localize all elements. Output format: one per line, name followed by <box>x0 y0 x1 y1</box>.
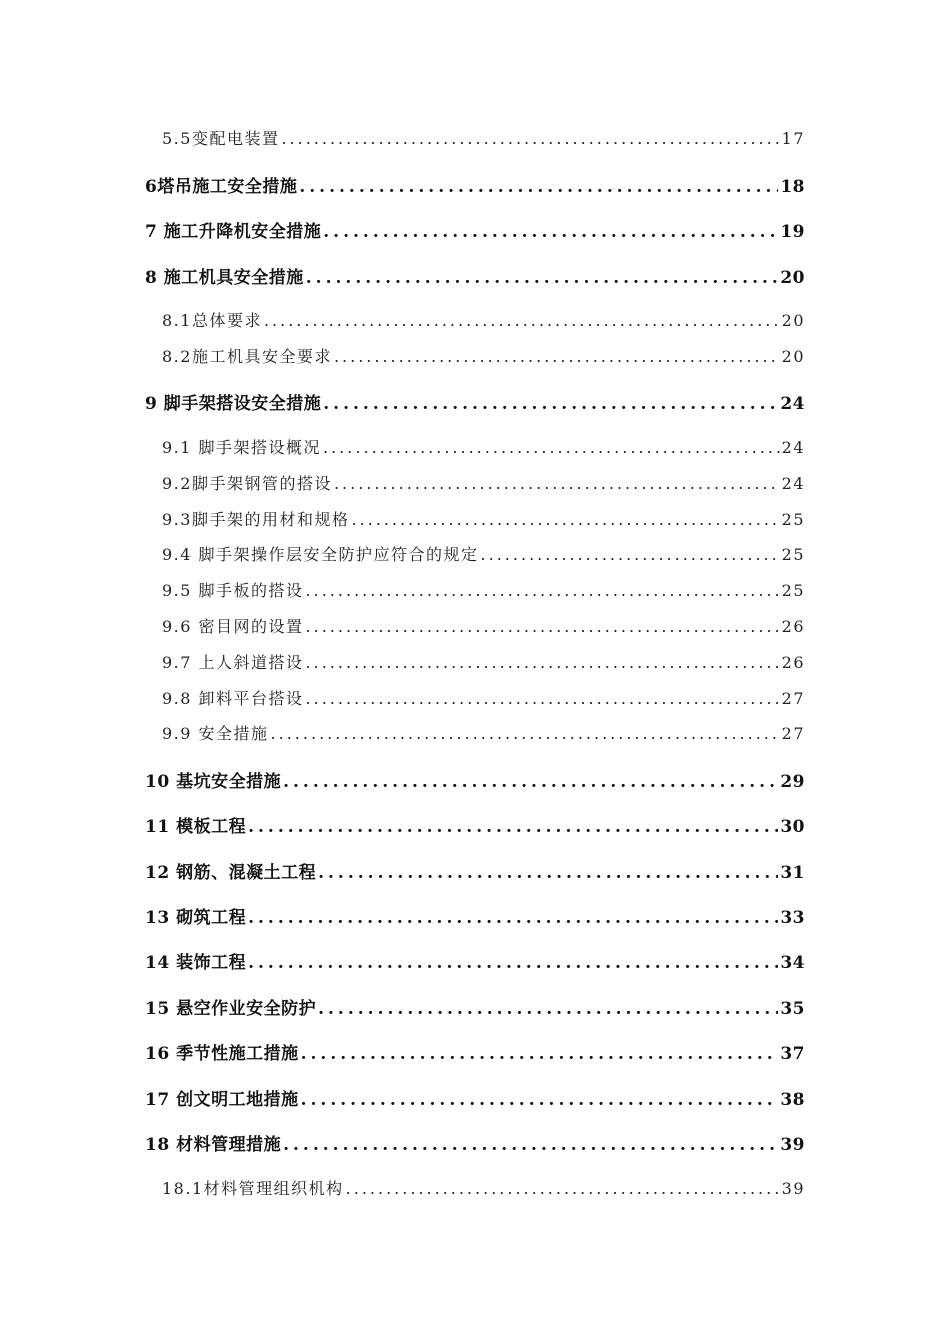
toc-entry-page-number: 25 <box>781 581 805 600</box>
toc-entry-title: 18.1材料管理组织机构 <box>162 1179 344 1198</box>
toc-entry-18[interactable] <box>145 1130 805 1155</box>
toc-entry-9-9[interactable] <box>162 721 805 744</box>
toc-entry-page-number: 19 <box>780 222 805 242</box>
toc-entry-title: 16 季节性施工措施 <box>145 1044 299 1064</box>
toc-entry-page-number: 38 <box>780 1090 805 1110</box>
toc-entry-page-number: 20 <box>781 311 805 330</box>
dot-leader <box>306 653 780 672</box>
toc-entry-title: 8 施工机具安全措施 <box>145 268 304 288</box>
toc-entry-page-number: 20 <box>781 347 805 366</box>
dot-leader <box>283 772 778 792</box>
toc-entry-17[interactable] <box>145 1085 805 1110</box>
toc-entry-title: 9.9 安全措施 <box>162 724 269 743</box>
dot-leader <box>306 689 780 708</box>
dot-leader <box>481 545 780 564</box>
toc-entry-9-3[interactable] <box>162 507 805 530</box>
toc-entry-title: 14 装饰工程 <box>145 953 247 973</box>
toc-entry-5-5[interactable] <box>162 126 805 149</box>
dot-leader <box>271 724 780 743</box>
toc-entry-title: 9.8 卸料平台搭设 <box>162 689 304 708</box>
toc-entry-title: 9.4 脚手架操作层安全防护应符合的规定 <box>162 545 479 564</box>
dot-leader <box>248 953 778 973</box>
toc-entry-page-number: 31 <box>780 863 805 883</box>
toc-entry-12[interactable] <box>145 858 805 883</box>
toc-entry-page-number: 24 <box>781 474 805 493</box>
toc-entry-title: 9.5 脚手板的搭设 <box>162 581 304 600</box>
toc-entry-9-2[interactable] <box>162 471 805 494</box>
toc-entry-9-5[interactable] <box>162 578 805 601</box>
toc-entry-7[interactable] <box>145 217 805 242</box>
toc-entry-page-number: 20 <box>780 268 805 288</box>
toc-entry-page-number: 29 <box>780 772 805 792</box>
toc-entry-6[interactable] <box>145 172 805 197</box>
toc-entry-16[interactable] <box>145 1039 805 1064</box>
toc-entry-page-number: 39 <box>781 1179 805 1198</box>
dot-leader <box>318 863 778 883</box>
toc-entry-9-7[interactable] <box>162 650 805 673</box>
toc-entry-9-6[interactable] <box>162 614 805 637</box>
dot-leader <box>306 268 779 288</box>
dot-leader <box>318 999 778 1019</box>
toc-entry-9[interactable] <box>145 389 805 414</box>
dot-leader <box>346 1179 780 1198</box>
toc-entry-page-number: 26 <box>781 617 805 636</box>
dot-leader <box>306 581 780 600</box>
toc-entry-page-number: 25 <box>781 545 805 564</box>
toc-entry-page-number: 27 <box>781 689 805 708</box>
toc-entry-18-1[interactable] <box>162 1176 805 1199</box>
toc-entry-title: 6塔吊施工安全措施 <box>145 177 298 197</box>
toc-entry-page-number: 39 <box>780 1135 805 1155</box>
dot-leader <box>301 1090 779 1110</box>
toc-entry-title: 7 施工升降机安全措施 <box>145 222 322 242</box>
dot-leader <box>334 474 780 493</box>
toc-entry-title: 9.2脚手架钢管的搭设 <box>162 474 332 493</box>
toc-entry-11[interactable] <box>145 812 805 837</box>
toc-entry-title: 8.2施工机具安全要求 <box>162 347 332 366</box>
toc-entry-10[interactable] <box>145 767 805 792</box>
toc-entry-title: 9.3脚手架的用材和规格 <box>162 510 350 529</box>
dot-leader <box>351 510 779 529</box>
dot-leader <box>323 438 780 457</box>
toc-entry-8-2[interactable] <box>162 344 805 367</box>
toc-entry-title: 9.7 上人斜道搭设 <box>162 653 304 672</box>
dot-leader <box>299 177 778 197</box>
dot-leader <box>323 394 778 414</box>
toc-entry-9-4[interactable] <box>162 542 805 565</box>
dot-leader <box>281 129 779 148</box>
toc-entry-14[interactable] <box>145 948 805 973</box>
dot-leader <box>248 908 778 928</box>
dot-leader <box>283 1135 778 1155</box>
toc-entry-page-number: 27 <box>781 724 805 743</box>
toc-entry-title: 9.6 密目网的设置 <box>162 617 304 636</box>
toc-entry-title: 17 创文明工地措施 <box>145 1090 299 1110</box>
toc-entry-8[interactable] <box>145 263 805 288</box>
toc-entry-15[interactable] <box>145 994 805 1019</box>
toc-entry-8-1[interactable] <box>162 308 805 331</box>
toc-entry-title: 15 悬空作业安全防护 <box>145 999 317 1019</box>
toc-entry-page-number: 37 <box>780 1044 805 1064</box>
toc-entry-9-8[interactable] <box>162 686 805 709</box>
dot-leader <box>323 222 778 242</box>
toc-entry-page-number: 25 <box>781 510 805 529</box>
toc-entry-title: 10 基坑安全措施 <box>145 772 282 792</box>
toc-entry-title: 11 模板工程 <box>145 817 247 837</box>
toc-entry-9-1[interactable] <box>162 435 805 458</box>
toc-entry-title: 13 砌筑工程 <box>145 908 247 928</box>
toc-entry-page-number: 17 <box>781 129 805 148</box>
toc-entry-page-number: 24 <box>780 394 805 414</box>
dot-leader <box>301 1044 779 1064</box>
toc-entry-13[interactable] <box>145 903 805 928</box>
toc-entry-title: 5.5变配电装置 <box>162 129 280 148</box>
dot-leader <box>306 617 780 636</box>
toc-entry-page-number: 34 <box>780 953 805 973</box>
toc-entry-title: 12 钢筋、混凝土工程 <box>145 863 317 883</box>
toc-entry-page-number: 26 <box>781 653 805 672</box>
toc-entry-title: 9 脚手架搭设安全措施 <box>145 394 322 414</box>
toc-entry-title: 18 材料管理措施 <box>145 1135 282 1155</box>
dot-leader <box>334 347 780 366</box>
dot-leader <box>264 311 780 330</box>
toc-entry-page-number: 30 <box>780 817 805 837</box>
dot-leader <box>248 817 778 837</box>
toc-entry-page-number: 33 <box>780 908 805 928</box>
toc-entry-title: 8.1总体要求 <box>162 311 262 330</box>
toc-entry-page-number: 24 <box>781 438 805 457</box>
toc-entry-title: 9.1 脚手架搭设概况 <box>162 438 322 457</box>
toc-entry-page-number: 35 <box>780 999 805 1019</box>
toc-entry-page-number: 18 <box>780 177 805 197</box>
